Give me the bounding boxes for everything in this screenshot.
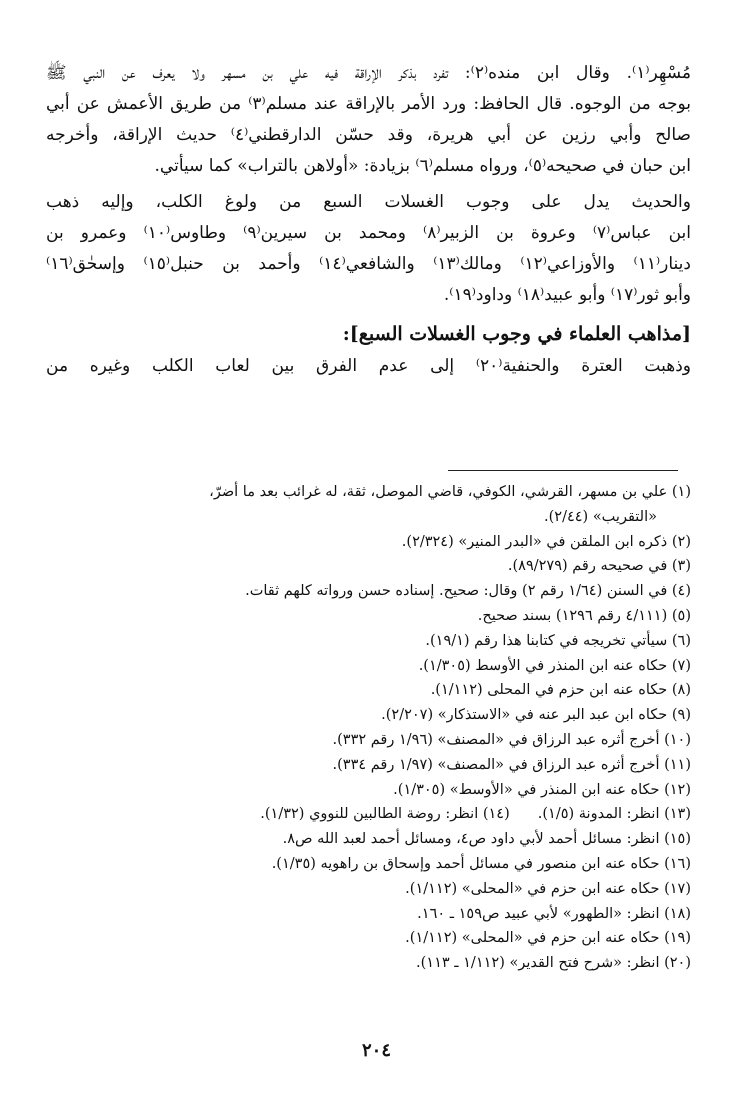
footnote-14: (١٤) انظر: روضة الطالبين للنووي (١/٣٢). xyxy=(260,806,510,823)
footnote-6: (٦) سيأتي تخريجه في كتابنا هذا رقم (١٩/١). xyxy=(425,632,691,649)
footnote-18: (١٨) انظر: «الطهور» لأبي عبيد ص١٥٩ ـ ١٦٠. xyxy=(417,905,691,922)
body-line: ابن حبان في صحيحه⁽٥⁾، ورواه مسلم⁽٦⁾ بزيادة: «أولاهن بالتراب» كما سيأتي. xyxy=(154,156,691,176)
footnotes xyxy=(46,480,691,976)
body-line: وذهبت العترة والحنفية⁽٢٠⁾ إلى عدم الفرق بين لعاب الكلب وغيره من xyxy=(46,356,691,376)
footnote-20: (٢٠) انظر: «شرح فتح القدير» (١/١١٢ ـ ١١٣). xyxy=(416,955,691,972)
body-line: دينار⁽١١⁾ والأوزاعي⁽١٢⁾ ومالك⁽١٣⁾ والشافعي⁽١٤⁾ وأحمد بن حنبل⁽١٥⁾ وإسحٰق⁽١٦⁾ xyxy=(46,254,691,274)
body-line: صالح وأبي رزين عن أبي هريرة، وقد حسّن الدارقطني⁽٤⁾ حديث الإراقة، وأخرجه xyxy=(46,125,691,145)
footnote-10: (١٠) أخرج أثره عبد الرزاق في «المصنف» (١/٩٦ رقم ٣٣٢). xyxy=(332,731,691,748)
body-line: مُسْهِر⁽١⁾. وقال ابن منده⁽٢⁾: تفرد بذكر الإراقة فيه علي بن مسهر ولا يعرف عن النبي ﷺ xyxy=(46,63,691,83)
footnote-16: (١٦) حكاه عنه ابن منصور في مسائل أحمد وإسحاق بن راهويه (١/٣٥). xyxy=(271,855,691,872)
body-line: وأبو ثور⁽١٧⁾ وأبو عبيد⁽١٨⁾ وداود⁽١٩⁾. xyxy=(443,285,691,305)
footnote-row-13-14 xyxy=(46,802,691,827)
footnote-15: (١٥) انظر: مسائل أحمد لأبي داود ص٤، ومسائل أحمد لعبد الله ص٨. xyxy=(282,831,691,848)
footnote-8: (٨) حكاه عنه ابن حزم في المحلى (١/١١٢). xyxy=(430,682,691,699)
body-line: والحديث يدل على وجوب الغسلات السبع من ولوغ الكلب، وإليه ذهب xyxy=(46,192,691,212)
footnote-5: (٥) (٤/١١١ رقم ١٢٩٦) بسند صحيح. xyxy=(477,607,691,624)
footnote-19: (١٩) حكاه عنه ابن حزم في «المحلى» (١/١١٢). xyxy=(405,930,691,947)
footnote-separator xyxy=(448,470,678,471)
footnote-7: (٧) حكاه عنه ابن المنذر في الأوسط (١/٣٠٥). xyxy=(418,657,691,674)
footnote-4: (٤) في السنن (١/٦٤ رقم ٢) وقال: صحيح. إسناده حسن ورواته كلهم ثقات. xyxy=(245,583,691,600)
footnote-12: (١٢) حكاه عنه ابن المنذر في «الأوسط» (١/٣٠٥). xyxy=(393,781,691,798)
page-number: ٢٠٤ xyxy=(361,1040,391,1061)
footnote-9: (٩) حكاه ابن عبد البر عنه في «الاستذكار» (٢/٢٠٧). xyxy=(381,707,691,724)
footnote-17: (١٧) حكاه عنه ابن حزم في «المحلى» (١/١١٢). xyxy=(405,880,691,897)
section-heading: [مذاهب العلماء في وجوب الغسلات السبع]: xyxy=(342,323,691,345)
body-line: بوجه من الوجوه. قال الحافظ: ورد الأمر بالإراقة عند مسلم⁽٣⁾ من طريق الأعمش عن أبي xyxy=(46,94,691,114)
footnote-3: (٣) في صحيحه رقم (٨٩/٢٧٩). xyxy=(507,558,691,575)
body-line: ابن عباس⁽٧⁾ وعروة بن الزبير⁽٨⁾ ومحمد بن سيرين⁽٩⁾ وطاوس⁽١٠⁾ وعمرو بن xyxy=(46,223,691,243)
footnote-13: (١٣) انظر: المدونة (١/٥). xyxy=(537,806,691,823)
footnote-2: (٢) ذكره ابن الملقن في «البدر المنير» (٢/٣٢٤). xyxy=(401,533,691,550)
main-text xyxy=(46,58,691,382)
footnote-1-continuation: «التقريب» (٢/٤٤). xyxy=(544,508,657,525)
footnote-11: (١١) أخرج أثره عبد الرزاق في «المصنف» (١/٩٧ رقم ٣٣٤). xyxy=(332,756,691,773)
footnote-1: (١) علي بن مسهر، القرشي، الكوفي، قاضي الموصل، ثقة، له غرائب بعد ما أضرّ، xyxy=(209,484,691,500)
